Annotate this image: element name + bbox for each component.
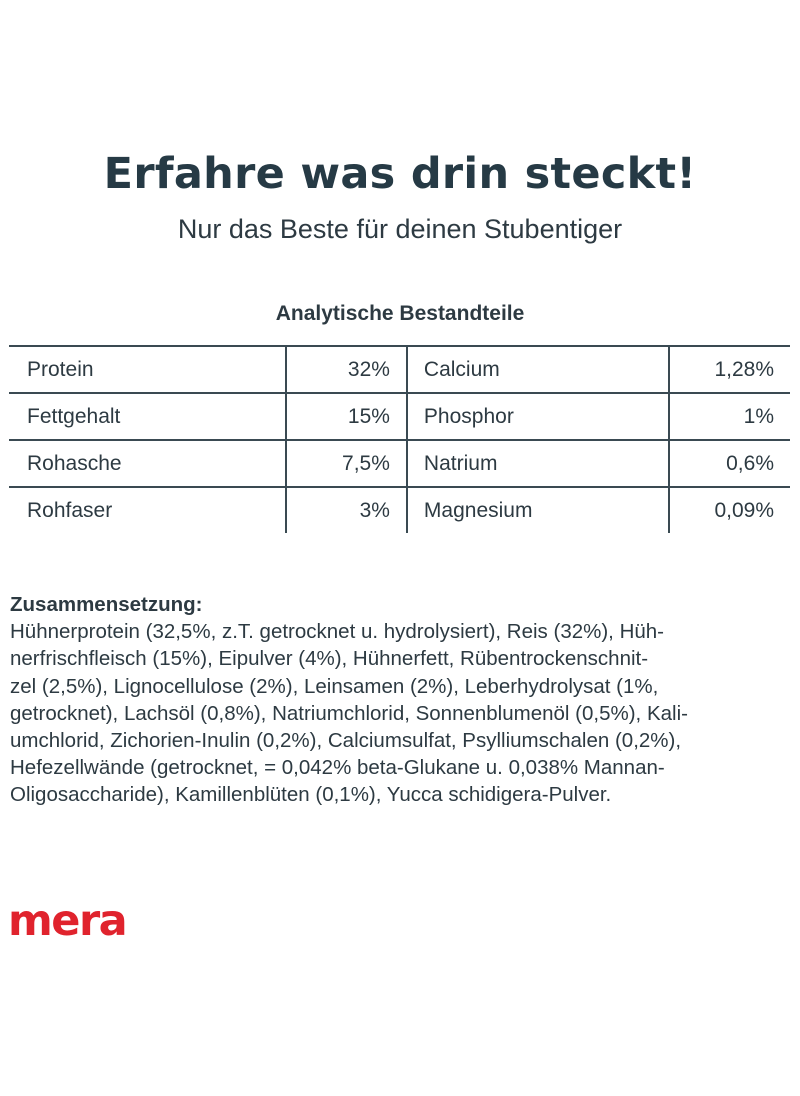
page-title: Erfahre was drin steckt! bbox=[103, 149, 697, 199]
page-subtitle: Nur das Beste für deinen Stubentiger bbox=[177, 214, 623, 244]
nutrient-name: Rohfaser bbox=[27, 498, 113, 522]
nutrient-name: Fettgehalt bbox=[9, 393, 286, 440]
table-row bbox=[9, 346, 790, 393]
nutrient-name: Rohasche bbox=[9, 440, 286, 487]
nutrient-value: 1% bbox=[669, 393, 790, 440]
nutrient-name: Magnesium bbox=[423, 498, 533, 522]
composition-section bbox=[10, 591, 792, 809]
mera-logo: mera bbox=[8, 896, 127, 946]
nutrient-name: Calcium bbox=[407, 346, 669, 393]
nutrient-name: Phosphor bbox=[407, 393, 669, 440]
table-row bbox=[9, 487, 790, 533]
nutrient-value: 1,28% bbox=[669, 346, 790, 393]
nutrient-value: 32% bbox=[286, 346, 407, 393]
nutrient-value: 0,6% bbox=[669, 440, 790, 487]
composition-text: Hühnerprotein (32,5%, z.T. getrocknet u. hydrolysiert), Reis (32%), Hüh- nerfrischfleisch (15%), Eipulver (4%), Hühnerfett, Rübentrockenschnit- zel (2,5%), Lignocellulose (2%), Leinsamen (2%), Leberhydrolysat (1%, getrocknet), Lachsöl (0,8%), Natriumchlorid, Sonnenblumenöl (0,5%), Kali- umchlorid, Zichorien-Inulin (0,2%), Calciumsulfat, Psylliumschalen (0,2%), Hefezellwände (getrocknet, = 0,042% beta-Glukane u. 0,038% Mannan- Oligosaccharide), Kamillenblüten (0,1%), Yucca schidigera-Pulver. bbox=[10, 620, 688, 807]
nutrient-value: 7,5% bbox=[286, 440, 407, 487]
table-row bbox=[9, 440, 790, 487]
composition-heading: Zusammensetzung: bbox=[10, 593, 203, 616]
nutrient-value: 15% bbox=[286, 393, 407, 440]
nutrient-value: 0,09% bbox=[669, 487, 790, 533]
nutrient-value: 3% bbox=[286, 487, 407, 533]
table-row bbox=[9, 393, 790, 440]
nutrient-name: Natrium bbox=[407, 440, 669, 487]
nutrient-name: Protein bbox=[9, 346, 286, 393]
analysis-table bbox=[9, 345, 790, 533]
analysis-table-caption: Analytische Bestandteile bbox=[275, 302, 525, 325]
